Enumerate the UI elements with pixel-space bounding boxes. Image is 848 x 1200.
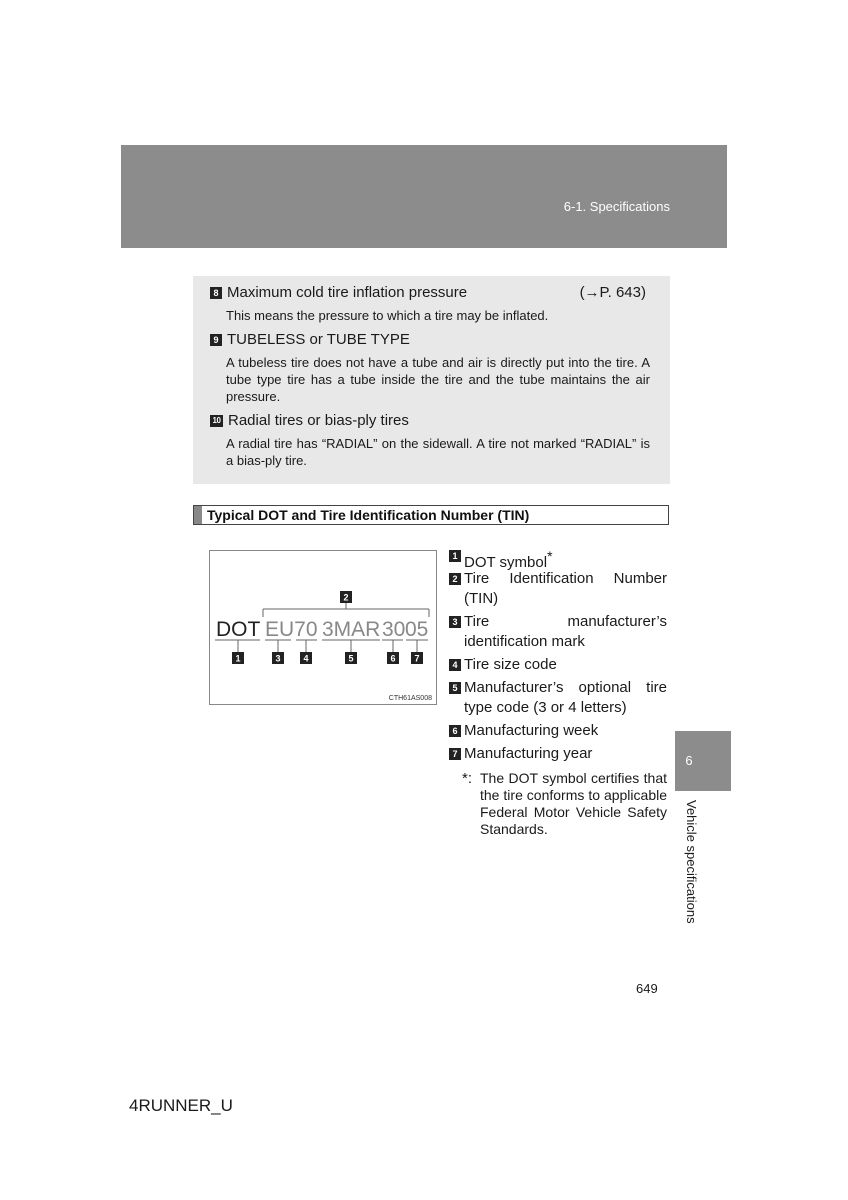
tin-part-optional: 3MAR — [322, 618, 381, 641]
footnote — [462, 770, 667, 838]
tin-part-size: EU70 — [265, 618, 318, 641]
list-text-2: Tire Identification Number (TIN) — [464, 570, 667, 607]
list-badge-2: 2 — [449, 573, 461, 585]
marker-7-label: 7 — [414, 653, 420, 664]
section-title: Typical DOT and Tire Identification Number (TIN) — [207, 507, 530, 523]
list-text-5: Manufacturer’s optional tire type code (3 or 4 letters) — [464, 679, 667, 716]
page-reference: (→P. 643) — [579, 284, 646, 301]
list-text-7: Manufacturing year — [464, 745, 593, 762]
list-item-4 — [449, 655, 667, 675]
list-item-3 — [449, 612, 667, 652]
item-10-body: A radial tire has “RADIAL” on the sidewall. A tire not marked “RADIAL” is a bias-ply tire. — [226, 436, 650, 468]
item-9-heading — [210, 331, 410, 348]
chapter-header — [121, 145, 727, 248]
list-text-6: Manufacturing week — [464, 722, 599, 739]
list-item-5 — [449, 678, 667, 718]
section-heading — [193, 505, 669, 525]
marker-5-label: 5 — [348, 653, 354, 664]
list-text-3: Tire manufacturer’s identification mark — [464, 613, 667, 650]
tin-part-week: 30 — [382, 618, 406, 641]
item-9-body: A tubeless tire does not have a tube and air is directly put into the tire. A tube type tire has a tube inside the tire and the tube maintains the air pressure. — [226, 355, 650, 404]
footnote-marker: *: — [462, 770, 473, 787]
page-number: 649 — [636, 981, 658, 996]
item-10-heading — [210, 412, 409, 429]
footnote-text: The DOT symbol certifies that the tire conforms to applicable Federal Motor Vehicle Safety Standards. — [480, 770, 667, 837]
marker-6-label: 6 — [390, 653, 396, 664]
footer-model: 4RUNNER_U — [129, 1096, 233, 1115]
dot-diagram-svg — [210, 551, 436, 704]
marker-4-label: 4 — [303, 653, 309, 664]
dot-text: DOT — [216, 618, 261, 641]
section-label: 6-1. Specifications — [563, 199, 670, 214]
list-text-1: DOT symbol — [464, 554, 548, 571]
dot-tin-diagram — [209, 550, 437, 705]
number-badge-8: 8 — [210, 287, 222, 299]
list-badge-5: 5 — [449, 682, 461, 694]
asterisk-marker: * — [547, 548, 553, 564]
list-badge-7: 7 — [449, 748, 461, 760]
list-item-6 — [449, 721, 667, 741]
chapter-tab-number: 6 — [685, 753, 693, 768]
figure-code: CTH61AS008 — [388, 695, 432, 702]
marker-3-label: 3 — [275, 653, 281, 664]
item-8-title: Maximum cold tire inflation pressure — [227, 284, 468, 301]
list-text-4: Tire size code — [464, 656, 557, 673]
list-badge-1: 1 — [449, 550, 461, 562]
list-badge-4: 4 — [449, 659, 461, 671]
item-10-title: Radial tires or bias-ply tires — [228, 412, 409, 429]
list-item-2 — [449, 569, 667, 609]
list-badge-3: 3 — [449, 616, 461, 628]
item-8-body: This means the pressure to which a tire may be inflated. — [226, 308, 549, 323]
marker-2-label: 2 — [343, 592, 349, 603]
chapter-tab — [675, 731, 731, 791]
marker-1-label: 1 — [235, 653, 241, 664]
list-badge-6: 6 — [449, 725, 461, 737]
number-badge-9: 9 — [210, 334, 222, 346]
number-badge-10: 10 — [210, 415, 223, 427]
tin-part-year: 05 — [405, 618, 429, 641]
list-item-7 — [449, 744, 667, 764]
section-heading-bar — [194, 506, 202, 524]
chapter-tab-label: Vehicle specifications — [684, 800, 699, 924]
item-9-title: TUBELESS or TUBE TYPE — [227, 331, 410, 348]
